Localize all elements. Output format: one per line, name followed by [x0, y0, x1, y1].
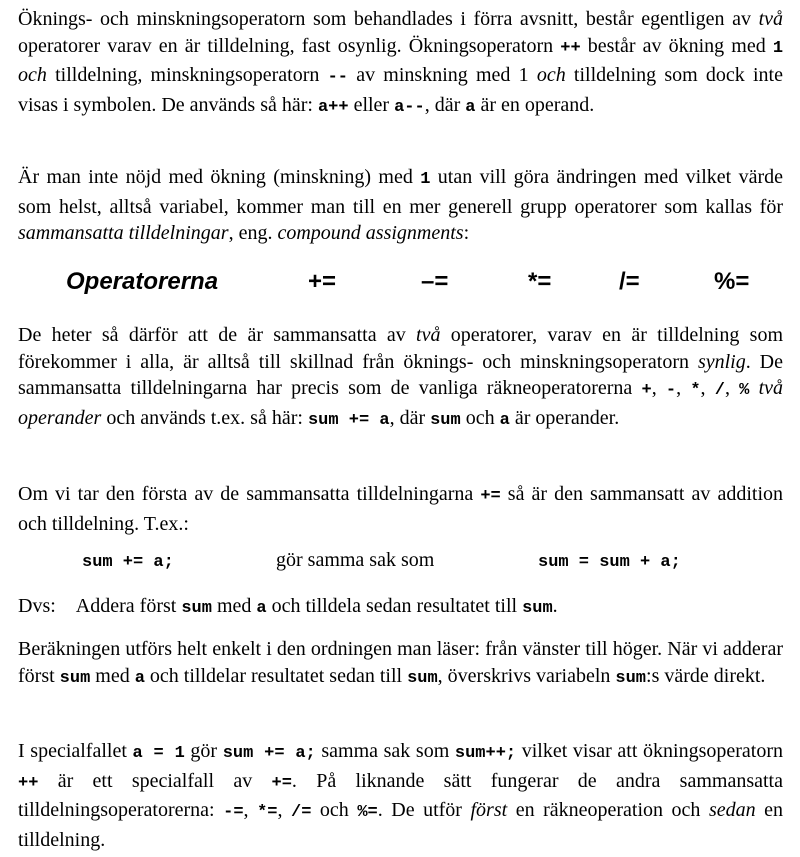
example-left-code: sum += a;	[82, 553, 174, 572]
operators-line	[66, 268, 766, 302]
example-right-code: sum = sum + a;	[538, 553, 681, 572]
operator-divide-assign: /=	[619, 268, 640, 295]
dvs-line: Dvs: Addera först sum med a och tilldela sedan resultatet till sum.	[18, 595, 558, 618]
example-line	[18, 549, 783, 575]
dvs-label: Dvs:	[18, 595, 56, 617]
operator-plus-assign: +=	[308, 268, 337, 295]
operator-minus-assign: –=	[421, 268, 449, 295]
paragraph-special-case: I specialfallet a = 1 gör sum += a; samma sak som sum++; vilket visar att ökningsoperatorn ++ är ett specialfall av +=. På liknande sätt fungerar de andra sammansatta tilldelningsoperatorerna: -=, *=, /= och %=. De utför först en räkneoperation och sedan en tilldelning.	[18, 740, 784, 851]
paragraph-compound-assignments-intro: Är man inte nöjd med ökning (minskning) med 1 utan vill göra ändringen med vilket värde som helst, alltså variabel, kommer man till en mer generell grupp operatorer som kallas för sammansatta tilldelningar, eng. compound assignments:	[18, 166, 783, 244]
paragraph-evaluation-order: Beräkningen utförs helt enkelt i den ordningen man läser: från vänster till höger. När vi adderar först sum med a och tilldelar resultatet sedan till sum, överskrivs variabeln sum:s värde direkt.	[18, 638, 783, 688]
paragraph-plus-assign: Om vi tar den första av de sammansatta tilldelningarna += så är den sammansatt av addition och tilldelning. T.ex.:	[18, 483, 784, 535]
operator-modulo-assign: %=	[714, 268, 750, 295]
operators-heading: Operatorerna	[66, 268, 219, 295]
paragraph-increment-decrement: Öknings- och minskningsoperatorn som behandlades i förra avsnitt, består egentligen av två operatorer varav en är tilldelning, fast osynlig. Ökningsoperatorn ++ består av ökning med 1 och tilldelning, minskningsoperatorn -- av minskning med 1 och tilldelning som dock inte visas i symbolen. De används så här: a++ eller a--, där a är en operand.	[18, 8, 784, 117]
paragraph-why-compound: De heter så därför att de är sammansatta av två operatorer, varav en är tilldelning som förekommer i alla, är alltså till skillnad från öknings- och minskningsoperatorn synlig. De sammansatta tilldelningarna har precis som de vanliga räkneoperatorerna +, -, *, /, % två operander och används t.ex. så här: sum += a, där sum och a är operander.	[18, 324, 784, 430]
example-middle-text: gör samma sak som	[276, 549, 435, 571]
operator-multiply-assign: *=	[528, 268, 552, 295]
